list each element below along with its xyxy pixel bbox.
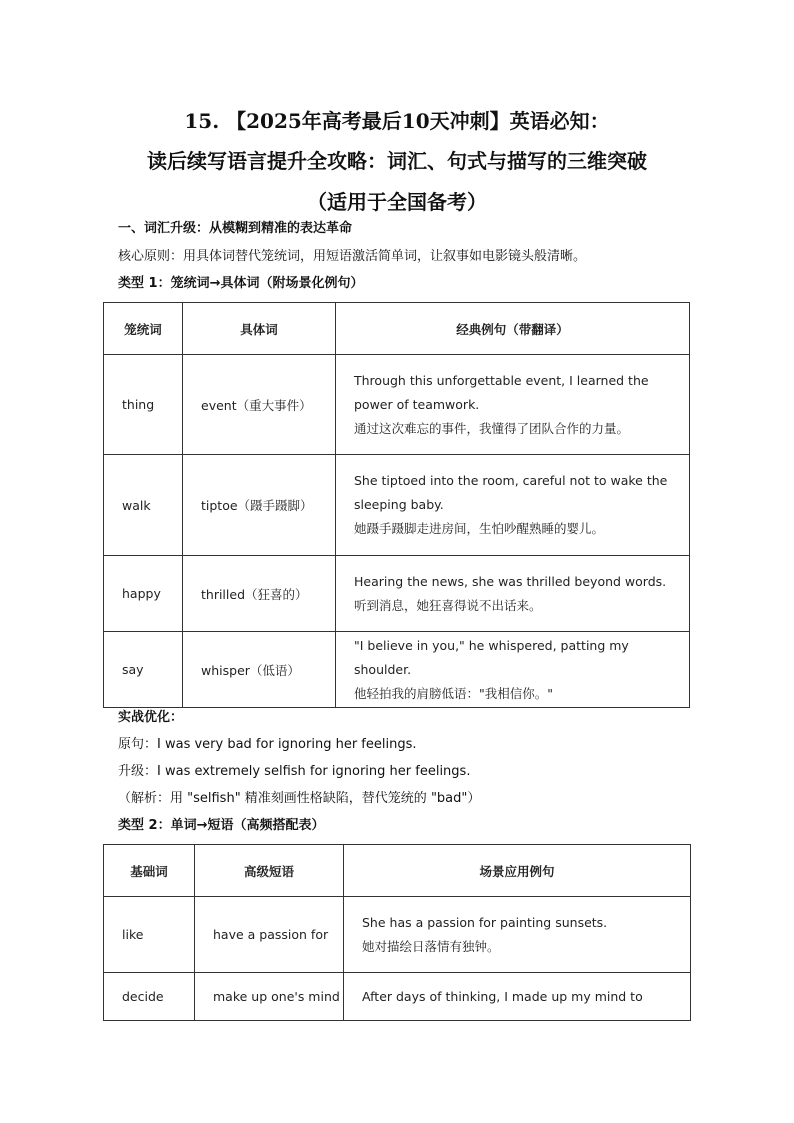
specific-word-cell: thrilled（狂喜的）	[183, 556, 336, 632]
example-cell	[336, 632, 690, 708]
vague-word-cell: happy	[104, 556, 183, 632]
specific-word-cell: tiptoe（蹑手蹑脚）	[183, 455, 336, 556]
phrase-cell: make up one's mind	[195, 973, 344, 1021]
base-word-cell: like	[104, 897, 195, 973]
example-english: "I believe in you," he whispered, patting my shoulder.	[354, 637, 629, 677]
example-chinese: 他轻拍我的肩膀低语："我相信你。"	[354, 685, 553, 701]
vocab-table-1	[103, 302, 690, 708]
column-header: 基础词	[104, 845, 195, 897]
column-header: 高级短语	[195, 845, 344, 897]
vocab-table-2	[103, 844, 691, 1021]
document-title-line-2: 读后续写语言提升全攻略：词汇、句式与描写的三维突破	[147, 149, 647, 173]
example-english: Through this unforgettable event, I learned the power of teamwork.	[354, 372, 649, 412]
original-sentence: 原句：I was very bad for ignoring her feelings.	[118, 737, 417, 752]
table-row	[104, 973, 691, 1021]
specific-word-cell: whisper（低语）	[183, 632, 336, 708]
example-chinese: 她对描绘日落情有独钟。	[362, 938, 500, 954]
upgraded-sentence: 升级：I was extremely selfish for ignoring her feelings.	[118, 764, 471, 779]
example-chinese: 她蹑手蹑脚走进房间，生怕吵醒熟睡的婴儿。	[354, 521, 605, 536]
example-chinese: 通过这次难忘的事件，我懂得了团队合作的力量。	[354, 420, 630, 436]
example-english: Hearing the news, she was thrilled beyond words.	[354, 573, 667, 589]
practice-heading: 实战优化：	[118, 710, 184, 725]
analysis-note: （解析：用 "selfish" 精准刻画性格缺陷，替代笼统的 "bad"）	[118, 791, 481, 806]
example-english: She tiptoed into the room, careful not to wake the sleeping baby.	[354, 473, 668, 512]
example-cell	[336, 556, 690, 632]
example-cell	[344, 973, 691, 1021]
phrase-cell: have a passion for	[195, 897, 344, 973]
table-row	[104, 897, 691, 973]
type2-heading: 类型 2：单词→短语（高频搭配表）	[118, 818, 325, 833]
vague-word-cell: say	[104, 632, 183, 708]
column-header: 经典例句（带翻译）	[336, 303, 690, 355]
section-heading: 一、词汇升级：从模糊到精准的表达革命	[118, 221, 353, 236]
base-word-cell: decide	[104, 973, 195, 1021]
example-chinese: 听到消息，她狂喜得说不出话来。	[354, 597, 542, 613]
column-header: 场景应用例句	[344, 845, 691, 897]
core-principle: 核心原则：用具体词替代笼统词，用短语激活简单词，让叙事如电影镜头般清晰。	[118, 249, 587, 264]
document-title-line-3: （适用于全国备考）	[307, 190, 487, 214]
example-cell	[336, 355, 690, 455]
example-english: After days of thinking, I made up my mind to	[362, 988, 643, 1004]
vague-word-cell: walk	[104, 455, 183, 556]
table-header-row	[104, 303, 690, 355]
type1-heading: 类型 1：笼统词→具体词（附场景化例句）	[118, 276, 364, 291]
table-header-row	[104, 845, 691, 897]
example-cell	[344, 897, 691, 973]
example-cell	[336, 455, 690, 556]
table-row	[104, 455, 690, 556]
document-title-line-1: 15. 【2025年高考最后10天冲刺】英语必知：	[184, 109, 610, 133]
table-row	[104, 355, 690, 455]
example-english: She has a passion for painting sunsets.	[362, 914, 608, 930]
column-header: 具体词	[183, 303, 336, 355]
table-row	[104, 556, 690, 632]
specific-word-cell: event（重大事件）	[183, 355, 336, 455]
vague-word-cell: thing	[104, 355, 183, 455]
table-row	[104, 632, 690, 708]
column-header: 笼统词	[104, 303, 183, 355]
